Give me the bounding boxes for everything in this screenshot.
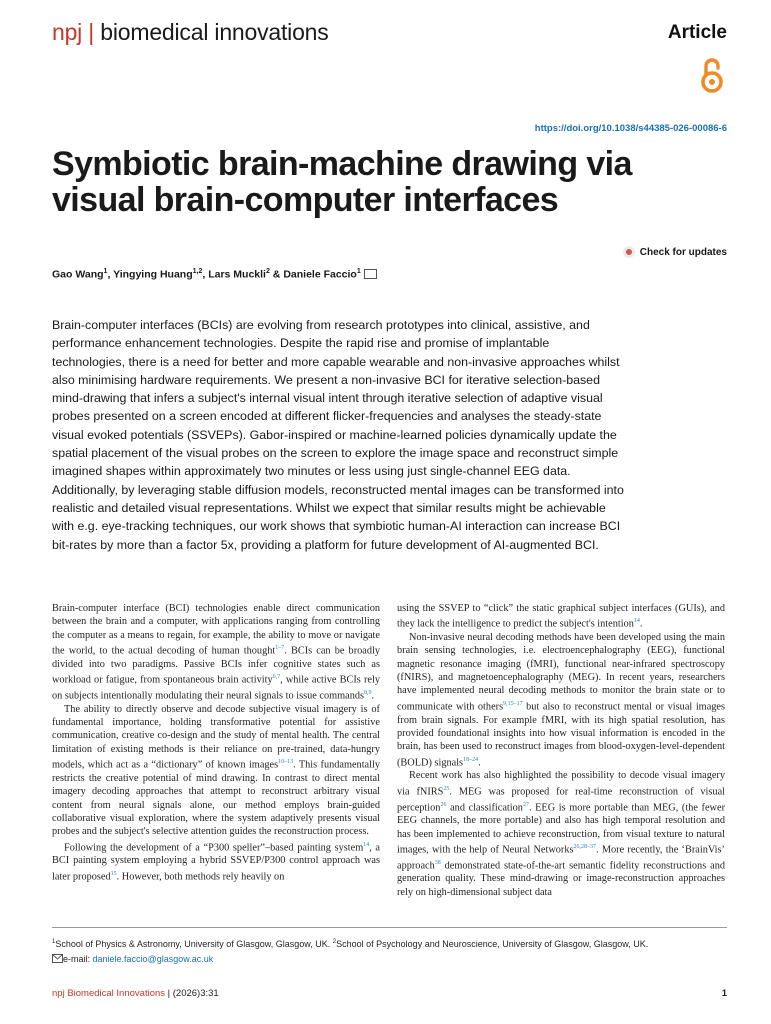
body-paragraph xyxy=(52,839,380,884)
body-column-right xyxy=(397,602,725,899)
body-text: . MEG was proposed for real-time reconstruction of visual perception xyxy=(397,786,725,813)
body-text: and classification xyxy=(446,801,523,813)
footer-volume: | (2026)3:31 xyxy=(165,988,219,999)
citation-reference[interactable]: 1–7 xyxy=(275,645,285,652)
body-text: Following the development of a “P300 speller”–based painting system xyxy=(64,841,364,853)
citation-reference[interactable]: 27 xyxy=(522,801,529,808)
author-separator: & xyxy=(269,268,284,281)
journal-masthead xyxy=(52,19,329,46)
affiliations xyxy=(52,935,742,967)
author-separator: , xyxy=(202,268,209,281)
citation-reference[interactable]: 9,15–17 xyxy=(503,700,523,707)
citation-reference[interactable]: 10–13 xyxy=(278,759,294,766)
body-text: demonstrated state-of-the-art semantic fidelity reconstructions and generation quality. These mind-drawing or image-reconstruction approaches rely on high-dimensional subject data xyxy=(397,860,725,898)
body-text: using the SSVEP to “click” the static graphical subject interfaces (GUIs), and they lack the intelligence to predict the subject's intention xyxy=(397,603,725,630)
abstract: Brain-computer interfaces (BCIs) are evolving from research prototypes into clinical, assistive, and performance enhancement technologies. Despite the rapid rise and promise of implantable technologies, there is a need for better and more capable wearable and non-invasive approaches whilst also minimising hardware requirements. We present a non-invasive BCI for iterative selection-based mind-drawing that infers a subject's internal visual intent through iterative selection of adaptive visual probes presented on a screen encoded at different flicker-frequencies and analyses the steady-state visual evoked potentials (SSVEPs). Gabor-inspired or machine-learned policies dynamically update the spatial placement of the visual probes on the screen to explore the image space and reconstruct simple imagined shapes within approximately two minutes or less using just single-channel EEG data. Additionally, by leveraging stable diffusion models, reconstructed mental images can be transformed into realistic and detailed visual representations. Whilst we expect that similar results might be achievable with e.g. eye-tracking techniques, our work shows that symbiotic human-AI interaction can increase BCI bit-rates by more than a factor 5x, providing a platform for future development of AI-augmented BCI. xyxy=(52,318,624,552)
check-for-updates-button[interactable] xyxy=(623,246,727,258)
body-text: but also to reconstruct mental or visual images from brain signals. For example fMRI, with its high spatial resolution, has provided foundational insights into how visual information is encoded in the brain, has been used to reconstruct images from blood-oxygen-level-dependent (BOLD) signals xyxy=(397,701,725,769)
author-name[interactable]: Lars Muckli xyxy=(208,268,266,281)
citation-reference[interactable]: 6,7 xyxy=(272,674,281,681)
body-paragraph xyxy=(397,769,725,899)
body-paragraph xyxy=(397,602,725,631)
envelope-icon[interactable] xyxy=(364,269,377,279)
affiliation-2: School of Psychology and Neuroscience, University of Glasgow, Glasgow, UK. xyxy=(336,939,649,949)
article-type-label: Article xyxy=(667,22,727,43)
crossmark-icon xyxy=(623,246,635,258)
journal-separator: | xyxy=(88,19,95,45)
author-name[interactable]: Daniele Faccio xyxy=(283,268,357,281)
author-affiliation-marker: 1 xyxy=(356,268,361,275)
email-link[interactable]: daniele.faccio@glasgow.ac.uk xyxy=(92,954,214,964)
citation-reference[interactable]: 25 xyxy=(443,785,450,792)
body-text: The ability to directly observe and decode subjective visual imagery is of fundamental importance, holding transformative potential for assistive communication, creative co-design and the study of mental health. The central limitation of existing methods is their reliance on pre-trained, data-hungry models, which act as a “dictionary” of known images xyxy=(52,703,380,771)
body-paragraph xyxy=(52,602,380,703)
affiliation-marker: 1 xyxy=(52,939,56,945)
citation-reference[interactable]: 26 xyxy=(440,801,447,808)
body-text: . However, both methods rely heavily on xyxy=(116,871,285,883)
body-column-left xyxy=(52,602,380,883)
body-text: . BCIs can be broadly divided into two paradigms. Passive BCIs infer cognitive states such as workload or fatigue, from spontaneous brain activity xyxy=(52,645,380,686)
citation-reference[interactable]: 26,28–37 xyxy=(573,843,597,850)
author-name[interactable]: Yingying Huang xyxy=(113,268,193,281)
body-text: Recent work has also highlighted the possibility to decode visual imagery via fNIRS xyxy=(397,770,725,798)
email-label: e-mail: xyxy=(63,954,93,964)
body-paragraph xyxy=(52,703,380,839)
check-for-updates-label: Check for updates xyxy=(639,246,727,258)
footer-journal: npj Biomedical Innovations xyxy=(52,988,166,999)
citation-reference[interactable]: 8,9 xyxy=(364,689,372,696)
footnote-divider xyxy=(52,927,727,928)
affiliation-line xyxy=(52,935,742,952)
body-text: , while active BCIs rely on subjects intentionally modulating their neural signals to issue commands xyxy=(52,674,380,702)
citation-reference[interactable]: 38 xyxy=(434,859,441,866)
article-title: Symbiotic brain-machine drawing via visual brain-computer interfaces xyxy=(52,145,632,219)
body-text: Brain-computer interface (BCI) technologies enable direct communication between the brain and a computer, with applications ranging from controlling the computer as a means to regain, for example, the ability to move or navigate the world, to the actual decoding of human thought xyxy=(52,603,380,657)
envelope-icon xyxy=(52,954,63,963)
body-text: . xyxy=(371,690,375,702)
open-access-icon xyxy=(697,56,727,96)
doi-link[interactable]: https://doi.org/10.1038/s44385-026-00086-6 xyxy=(534,123,727,134)
page-number: 1 xyxy=(721,988,727,999)
body-text: Non-invasive neural decoding methods have been developed using the main brain sensing technologies, i.e. electroencephalography (EEG), functional magnetic resonance imaging (fMRI), functional near-infrared spectroscopy (fNIRS), and magnetoencephalography (MEG). In recent years, researchers have implemented neural decoding methods to monitor the brain state or to communicate with others xyxy=(397,632,725,713)
author-separator: , xyxy=(107,268,114,281)
author-list xyxy=(52,268,377,281)
body-text: . xyxy=(639,618,643,630)
affiliation-1: School of Physics & Astronomy, University of Glasgow, Glasgow, UK. xyxy=(55,939,333,949)
affiliation-marker: 2 xyxy=(332,939,337,945)
journal-npj: npj xyxy=(52,19,83,45)
author-affiliation-marker: 1,2 xyxy=(192,268,203,275)
body-text: . More recently, the ‘BrainVis’ approach xyxy=(397,844,725,872)
author-affiliation-marker: 2 xyxy=(265,268,270,275)
body-paragraph xyxy=(397,631,725,769)
citation-reference[interactable]: 14 xyxy=(363,841,370,848)
citation-reference[interactable]: 15 xyxy=(110,870,117,877)
journal-name: biomedical innovations xyxy=(100,19,329,45)
citation-reference[interactable]: 14 xyxy=(633,618,640,625)
body-text: . xyxy=(478,757,481,769)
body-text: . This fundamentally restricts the creative potential of mind drawing. In contrast to direct mental imagery decoding approaches that attempt to reconstruct arbitrary visual content from neural signals alone, our method employs brain-guided collaborative visual exploration, where the system adaptively presents visual probes and the subject's selective attention guides the reconstruction process. xyxy=(52,759,380,838)
citation-reference[interactable]: 18–24 xyxy=(463,756,479,763)
footer-citation xyxy=(52,988,219,999)
body-text: . EEG is more portable than MEG, (the fewer EEG channels, the more portable) and also has high temporal resolution and has been implemented to achieve reconstruction, from visual texture to natural images, with the help of Neural Networks xyxy=(397,801,725,856)
author-affiliation-marker: 1 xyxy=(103,268,108,275)
email-line xyxy=(52,952,742,967)
body-text: , a BCI painting system employing a hybrid SSVEP/P300 control approach was later proposed xyxy=(52,841,381,883)
author-name[interactable]: Gao Wang xyxy=(52,268,104,281)
